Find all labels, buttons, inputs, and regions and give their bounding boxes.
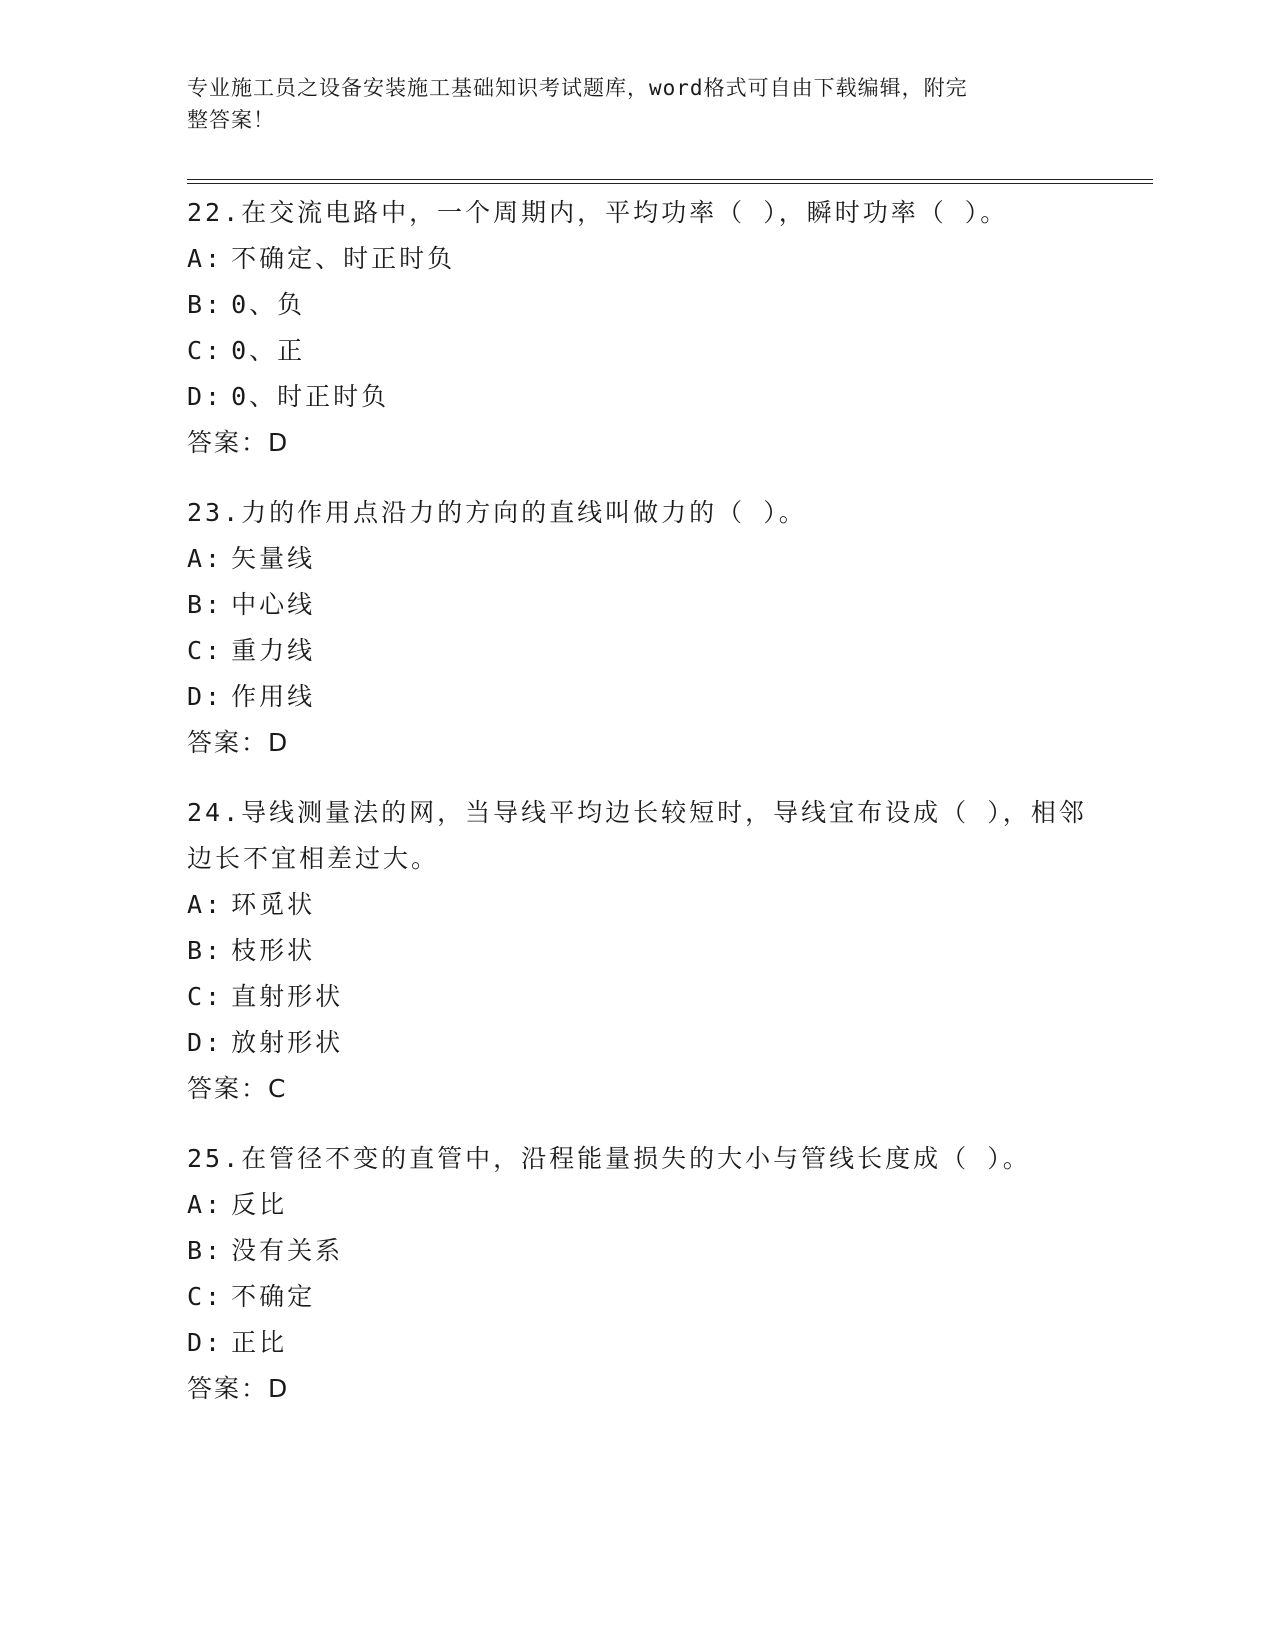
answer-line xyxy=(187,1066,1087,1112)
question-24 xyxy=(187,790,1087,1112)
option-c xyxy=(187,628,1087,674)
option-letter: A: xyxy=(187,544,224,573)
option-letter: A: xyxy=(187,890,224,919)
answer-line xyxy=(187,720,1087,766)
answer-line xyxy=(187,420,1087,466)
option-a xyxy=(187,882,1087,928)
option-text: 0、负 xyxy=(231,290,306,319)
answer-label: 答案： xyxy=(187,428,269,457)
option-letter: C: xyxy=(187,1282,224,1311)
option-letter: D: xyxy=(187,682,224,711)
header-divider-bottom xyxy=(187,183,1153,184)
option-c xyxy=(187,1274,1087,1320)
answer-value: D xyxy=(268,1374,290,1403)
header-line-1: 专业施工员之设备安装施工基础知识考试题库，word格式可自由下载编辑，附完 xyxy=(187,76,968,100)
question-stem: 25.在管径不变的直管中，沿程能量损失的大小与管线长度成（ ）。 xyxy=(187,1144,1031,1173)
question-23 xyxy=(187,490,1087,766)
answer-value: D xyxy=(268,728,290,757)
option-b xyxy=(187,582,1087,628)
option-a xyxy=(187,536,1087,582)
header-line-2: 整答案！ xyxy=(187,108,275,132)
answer-value: C xyxy=(268,1074,288,1103)
option-text: 重力线 xyxy=(231,636,316,665)
option-letter: A: xyxy=(187,244,224,273)
option-d xyxy=(187,374,1087,420)
header-divider-top xyxy=(187,179,1153,180)
option-letter: C: xyxy=(187,982,224,1011)
option-text: 直射形状 xyxy=(231,982,344,1011)
option-text: 不确定 xyxy=(231,1282,316,1311)
answer-line xyxy=(187,1366,1087,1412)
option-text: 不确定、时正时负 xyxy=(231,244,456,273)
question-list xyxy=(187,190,1087,1436)
option-text: 矢量线 xyxy=(231,544,316,573)
option-text: 枝形状 xyxy=(231,936,316,965)
option-letter: D: xyxy=(187,382,224,411)
answer-label: 答案： xyxy=(187,728,269,757)
question-stem: 23.力的作用点沿力的方向的直线叫做力的（ ）。 xyxy=(187,498,807,527)
option-letter: B: xyxy=(187,936,224,965)
option-b xyxy=(187,282,1087,328)
option-letter: D: xyxy=(187,1028,224,1057)
answer-value: D xyxy=(268,428,290,457)
option-text: 作用线 xyxy=(231,682,316,711)
question-22 xyxy=(187,190,1087,466)
option-letter: B: xyxy=(187,1236,224,1265)
answer-label: 答案： xyxy=(187,1374,269,1403)
option-b xyxy=(187,928,1087,974)
option-a xyxy=(187,236,1087,282)
option-letter: A: xyxy=(187,1190,224,1219)
option-letter: D: xyxy=(187,1328,224,1357)
option-c xyxy=(187,974,1087,1020)
option-a xyxy=(187,1182,1087,1228)
option-c xyxy=(187,328,1087,374)
option-b xyxy=(187,1228,1087,1274)
option-d xyxy=(187,674,1087,720)
option-text: 0、时正时负 xyxy=(231,382,390,411)
document-header xyxy=(187,72,1087,136)
option-text: 反比 xyxy=(231,1190,288,1219)
question-stem: 22.在交流电路中，一个周期内，平均功率（ ），瞬时功率（ ）。 xyxy=(187,198,1009,227)
option-text: 没有关系 xyxy=(231,1236,344,1265)
option-text: 0、正 xyxy=(231,336,306,365)
option-d xyxy=(187,1320,1087,1366)
option-letter: C: xyxy=(187,336,224,365)
question-stem: 24.导线测量法的网，当导线平均边长较短时，导线宜布设成（ ），相邻边长不宜相差过大。 xyxy=(187,798,1087,873)
option-text: 放射形状 xyxy=(231,1028,344,1057)
option-letter: B: xyxy=(187,590,224,619)
option-letter: B: xyxy=(187,290,224,319)
option-letter: C: xyxy=(187,636,224,665)
option-text: 环觅状 xyxy=(231,890,316,919)
answer-label: 答案： xyxy=(187,1074,269,1103)
option-d xyxy=(187,1020,1087,1066)
option-text: 正比 xyxy=(231,1328,288,1357)
option-text: 中心线 xyxy=(231,590,316,619)
question-25 xyxy=(187,1136,1087,1412)
